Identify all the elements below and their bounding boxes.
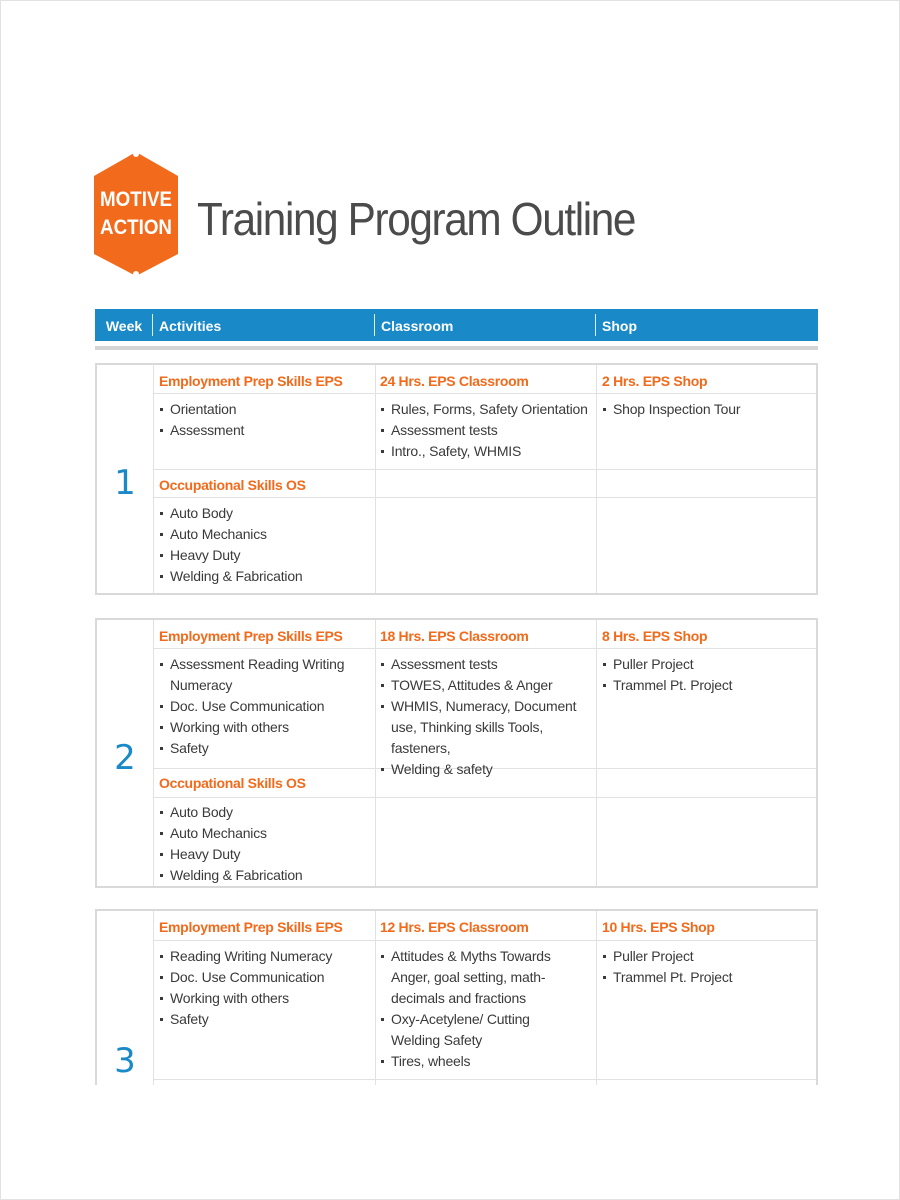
os-list: [159, 802, 369, 886]
list-item: Safety: [159, 738, 354, 759]
list-item: Safety: [159, 1009, 369, 1030]
classroom-heading: 24 Hrs. EPS Classroom: [380, 373, 529, 389]
list-item: Auto Mechanics: [159, 823, 369, 844]
list-item: Welding & Fabrication: [159, 566, 369, 587]
header-rule: [95, 346, 818, 350]
list-item: WHMIS, Numeracy, Document use, Thinking skills Tools, fasteners,: [380, 696, 588, 759]
column-header-classroom: Classroom: [381, 318, 454, 334]
column-header-shop: Shop: [602, 318, 637, 334]
list-item: Assessment tests: [380, 420, 592, 441]
week-block-2: [95, 618, 818, 888]
column-header-bar: [95, 309, 818, 341]
week-block-3: [95, 909, 818, 1085]
list-item: Doc. Use Communication: [159, 696, 354, 717]
eps-list: [159, 946, 369, 1030]
list-item: Assessment: [159, 420, 369, 441]
list-item: Assessment tests: [380, 654, 588, 675]
eps-heading: Employment Prep Skills EPS: [159, 628, 343, 644]
eps-list: [159, 654, 354, 759]
list-item: Shop Inspection Tour: [602, 399, 812, 420]
classroom-list: [380, 654, 588, 780]
os-list: [159, 503, 369, 587]
list-item: Working with others: [159, 717, 354, 738]
shop-heading: 8 Hrs. EPS Shop: [602, 628, 708, 644]
column-header-week: Week: [105, 318, 143, 334]
list-item: Trammel Pt. Project: [602, 675, 812, 696]
motive-action-logo: [92, 146, 180, 282]
classroom-list: [380, 399, 592, 462]
eps-heading: Employment Prep Skills EPS: [159, 373, 343, 389]
classroom-heading: 12 Hrs. EPS Classroom: [380, 919, 529, 935]
list-item: Heavy Duty: [159, 545, 369, 566]
list-item: Welding & Fabrication: [159, 865, 369, 886]
list-item: Auto Body: [159, 503, 369, 524]
list-item: Assessment Reading Writing Numeracy: [159, 654, 354, 696]
os-heading: Occupational Skills OS: [159, 775, 306, 791]
list-item: Working with others: [159, 988, 369, 1009]
eps-heading: Employment Prep Skills EPS: [159, 919, 343, 935]
eps-list: [159, 399, 369, 441]
list-item: Rules, Forms, Safety Orientation: [380, 399, 592, 420]
list-item: Heavy Duty: [159, 844, 369, 865]
list-item: Tires, wheels: [380, 1051, 580, 1072]
list-item: Intro., Safety, WHMIS: [380, 441, 592, 462]
shop-heading: 2 Hrs. EPS Shop: [602, 373, 708, 389]
list-item: Reading Writing Numeracy: [159, 946, 369, 967]
week-number: 1: [114, 463, 136, 503]
classroom-list: [380, 946, 580, 1072]
shop-heading: 10 Hrs. EPS Shop: [602, 919, 715, 935]
shop-list: [602, 654, 812, 696]
classroom-heading: 18 Hrs. EPS Classroom: [380, 628, 529, 644]
list-item: Doc. Use Communication: [159, 967, 369, 988]
week-number: 2: [114, 738, 136, 778]
list-item: Attitudes & Myths Towards Anger, goal setting, math- decimals and fractions: [380, 946, 580, 1009]
page-title: Training Program Outline: [197, 193, 636, 245]
list-item: Auto Body: [159, 802, 369, 823]
shop-list: [602, 399, 812, 420]
list-item: Puller Project: [602, 946, 812, 967]
list-item: Puller Project: [602, 654, 812, 675]
list-item: Auto Mechanics: [159, 524, 369, 545]
list-item: Welding & safety: [380, 759, 588, 780]
os-heading: Occupational Skills OS: [159, 477, 306, 493]
list-item: Trammel Pt. Project: [602, 967, 812, 988]
week-number: 3: [114, 1041, 136, 1081]
logo-line-2: ACTION: [100, 216, 172, 239]
shop-list: [602, 946, 812, 988]
list-item: Oxy-Acetylene/ Cutting Welding Safety: [380, 1009, 580, 1051]
list-item: Orientation: [159, 399, 369, 420]
hexagon-badge-icon: [92, 146, 180, 282]
list-item: TOWES, Attitudes & Anger: [380, 675, 588, 696]
week-block-1: [95, 363, 818, 595]
column-header-activities: Activities: [159, 318, 222, 334]
logo-line-1: MOTIVE: [100, 188, 172, 211]
